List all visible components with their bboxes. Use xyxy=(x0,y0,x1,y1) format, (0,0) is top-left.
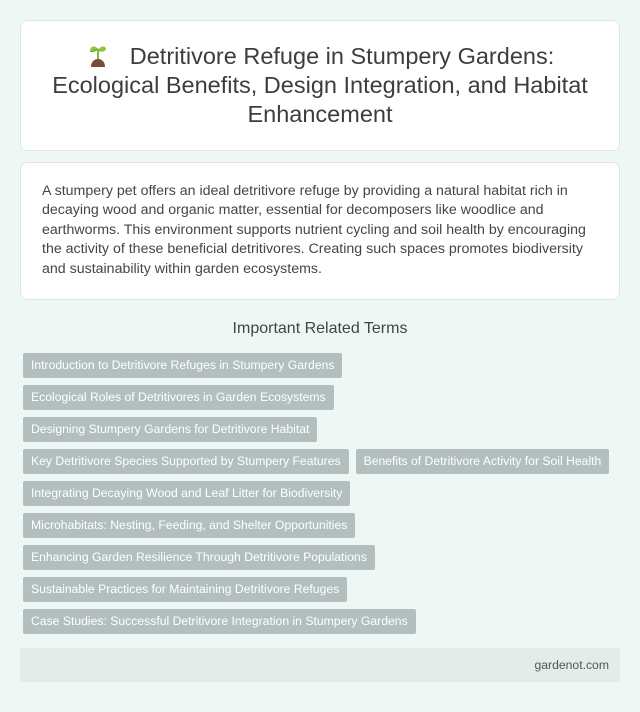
related-term-tag[interactable]: Integrating Decaying Wood and Leaf Litter for Biodiversity xyxy=(23,481,350,506)
title-card xyxy=(20,20,620,151)
footer-site-link[interactable]: gardenot.com xyxy=(534,658,609,672)
related-term-tag[interactable]: Ecological Roles of Detritivores in Garden Ecosystems xyxy=(23,385,334,410)
related-term-tag[interactable]: Enhancing Garden Resilience Through Detritivore Populations xyxy=(23,545,375,570)
summary-text: A stumpery pet offers an ideal detritivore refuge by providing a natural habitat rich in decaying wood and organic matter, essential for decomposers like woodlice and earthworms. This environment supports nutrient cycling and soil health by encouraging the activity of these beneficial detritivores. Creating such spaces promotes biodiversity and sustainability within garden ecosystems. xyxy=(42,183,586,277)
page-title xyxy=(43,42,597,129)
related-term-tag[interactable]: Benefits of Detritivore Activity for Soil Health xyxy=(356,449,610,474)
footer xyxy=(20,648,620,682)
summary-card xyxy=(20,162,620,300)
related-term-tag[interactable]: Designing Stumpery Gardens for Detritivore Habitat xyxy=(23,417,317,442)
related-term-tag[interactable]: Sustainable Practices for Maintaining Detritivore Refuges xyxy=(23,577,347,602)
related-term-tag[interactable]: Case Studies: Successful Detritivore Integration in Stumpery Gardens xyxy=(23,609,416,634)
related-term-tag[interactable]: Microhabitats: Nesting, Feeding, and Shelter Opportunities xyxy=(23,513,355,538)
related-terms-heading: Important Related Terms xyxy=(232,320,408,337)
related-terms-list xyxy=(23,353,623,634)
page-title-text: Detritivore Refuge in Stumpery Gardens: Ecological Benefits, Design Integration, and Habitat Enhancement xyxy=(52,43,588,127)
related-term-tag[interactable]: Introduction to Detritivore Refuges in Stumpery Gardens xyxy=(23,353,342,378)
seedling-icon xyxy=(86,43,110,67)
related-term-tag[interactable]: Key Detritivore Species Supported by Stumpery Features xyxy=(23,449,349,474)
